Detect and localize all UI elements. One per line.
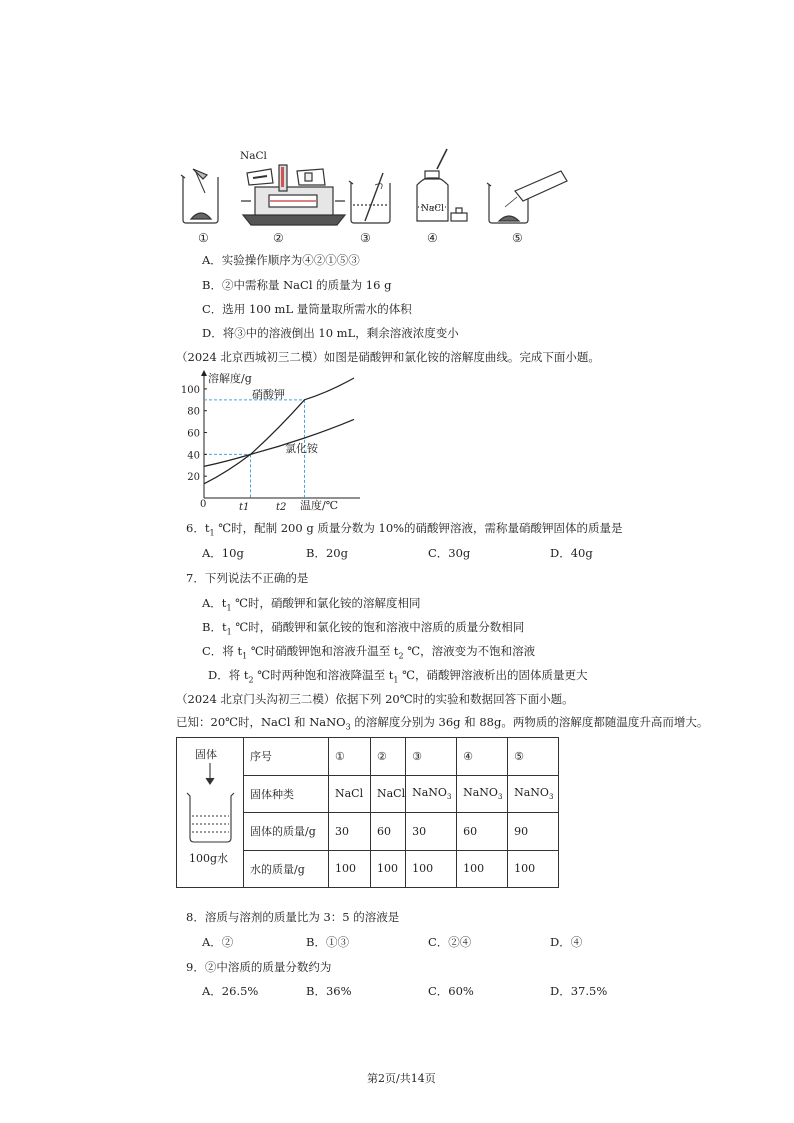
q9-option-a: A．26.5%	[202, 984, 259, 998]
table-head-index: 序号	[244, 738, 329, 776]
page-footer: 第2页/共14页	[367, 1072, 436, 1085]
beaker-stirring	[349, 173, 390, 223]
table-cell: 100	[406, 850, 457, 888]
table-cell: 30	[329, 813, 371, 851]
x-tick-t1: t1	[239, 502, 250, 513]
y-axis-arrow	[201, 370, 207, 376]
y-axis-label: 溶解度/g	[208, 372, 252, 385]
q6-option-a: A．10g	[202, 546, 244, 560]
q5-option-d: D．将③中的溶液倒出 10 mL，剩余溶液浓度变小	[202, 326, 459, 340]
q8-option-d: D．④	[550, 935, 583, 949]
series-label-nh4cl: 氯化铵	[285, 442, 318, 455]
q6-option-b: B．20g	[306, 546, 348, 560]
water-label: 100g水	[189, 852, 229, 865]
q8-option-b: B．①③	[306, 935, 349, 949]
q9-option-b: B．36%	[306, 984, 352, 998]
solid-label: 固体	[195, 748, 217, 761]
q9-option-d: D．37.5%	[550, 984, 608, 998]
x-axis-label: 温度/℃	[300, 499, 339, 512]
q6-option-d: D．40g	[550, 546, 593, 560]
q7-option-a: A．$t_1$ ℃时，硝酸钾和氯化铵的溶解度相同	[202, 596, 421, 613]
q7-option-b: B．$t_1$ ℃时，硝酸钾和氯化铵的饱和溶液中溶质的质量分数相同	[202, 620, 525, 637]
step-label-2: ②	[273, 231, 284, 245]
q8-option-a: A．②	[202, 935, 234, 949]
table-cell: NaCl	[329, 775, 371, 813]
nacl-label: NaCl	[240, 150, 267, 162]
table-cell: NaNO$_3$	[508, 775, 559, 813]
q6-stem: 6．$t_1$ ℃时，配制 200 g 质量分数为 10%的硝酸钾溶液，需称量硝酸钾固体的质量是	[186, 521, 623, 538]
q7-option-d: D．将 $t_2$ ℃时两种饱和溶液降温至 $t_1$ ℃，硝酸钾溶液析出的固体质量更大	[208, 668, 588, 685]
q7-option-c: C．将 $t_1$ ℃时硝酸钾饱和溶液升温至 $t_2$ ℃，溶液变为不饱和溶液	[202, 644, 536, 661]
table-cell: 60	[457, 813, 508, 851]
solubility-chart	[176, 366, 366, 516]
q5-option-b: B．②中需称量 NaCl 的质量为 16 g	[202, 278, 392, 292]
y-tick-label: 60	[187, 428, 200, 440]
section-intro-1: （2024 北京西城初三二模）如图是硝酸钾和氯化铵的溶解度曲线。完成下面小题。	[176, 350, 600, 364]
table-head-water-mass: 水的质量/g	[244, 850, 329, 888]
experiment-table	[176, 737, 559, 888]
step-label-3: ③	[360, 231, 371, 245]
q5-option-c: C．选用 100 mL 量筒量取所需水的体积	[202, 302, 412, 316]
table-head-solid-type: 固体种类	[244, 775, 329, 813]
q8-stem: 8．溶质与溶剂的质量比为 3：5 的溶液是	[186, 910, 400, 924]
table-head-solid-mass: 固体的质量/g	[244, 813, 329, 851]
section-intro-2: （2024 北京门头沟初三二模）依据下列 20℃时的实验和数据回答下面小题。	[176, 692, 574, 706]
q6-option-c: C．30g	[428, 546, 471, 560]
beaker-pouring	[487, 171, 567, 223]
y-tick-label: 20	[187, 472, 200, 484]
step-label-4: ④	[427, 231, 438, 245]
table-cell: 90	[508, 813, 559, 851]
balance-scale	[241, 165, 345, 225]
beaker-figure-cell	[177, 738, 244, 888]
beaker-with-solid	[181, 169, 218, 223]
table-cell: ⑤	[508, 738, 559, 776]
table-cell: 100	[508, 850, 559, 888]
step-label-1: ①	[198, 231, 209, 245]
table-cell: NaCl	[371, 775, 406, 813]
y-tick-label: 80	[187, 406, 200, 418]
origin-label: 0	[200, 499, 207, 510]
q8-option-c: C．②④	[428, 935, 472, 949]
table-cell: NaNO$_3$	[406, 775, 457, 813]
y-tick-label: 100	[180, 384, 200, 396]
q9-stem: 9．②中溶质的质量分数约为	[186, 960, 332, 974]
table-cell: 100	[329, 850, 371, 888]
table-cell: ①	[329, 738, 371, 776]
step-label-5: ⑤	[512, 231, 523, 245]
table-row	[177, 738, 559, 776]
table-cell: ②	[371, 738, 406, 776]
table-cell: 60	[371, 813, 406, 851]
table-cell: 100	[457, 850, 508, 888]
table-cell: 30	[406, 813, 457, 851]
table-cell: 100	[371, 850, 406, 888]
q5-option-a: A．实验操作顺序为④②①⑤③	[202, 253, 360, 267]
q7-stem: 7．下列说法不正确的是	[186, 571, 309, 585]
q9-option-c: C．60%	[428, 984, 474, 998]
known-conditions: 已知：20℃时，NaCl 和 NaNO$_3$ 的溶解度分别为 36g 和 88g。两物质的溶解度都随温度升高而增大。	[176, 715, 709, 732]
series-label-kno3: 硝酸钾	[252, 388, 285, 401]
bottle-label: NaCl	[421, 204, 445, 214]
table-cell: NaNO$_3$	[457, 775, 508, 813]
table-cell: ③	[406, 738, 457, 776]
x-tick-t2: t2	[276, 502, 287, 513]
y-tick-label: 40	[187, 450, 200, 462]
beaker-figure	[177, 738, 243, 884]
table-cell: ④	[457, 738, 508, 776]
